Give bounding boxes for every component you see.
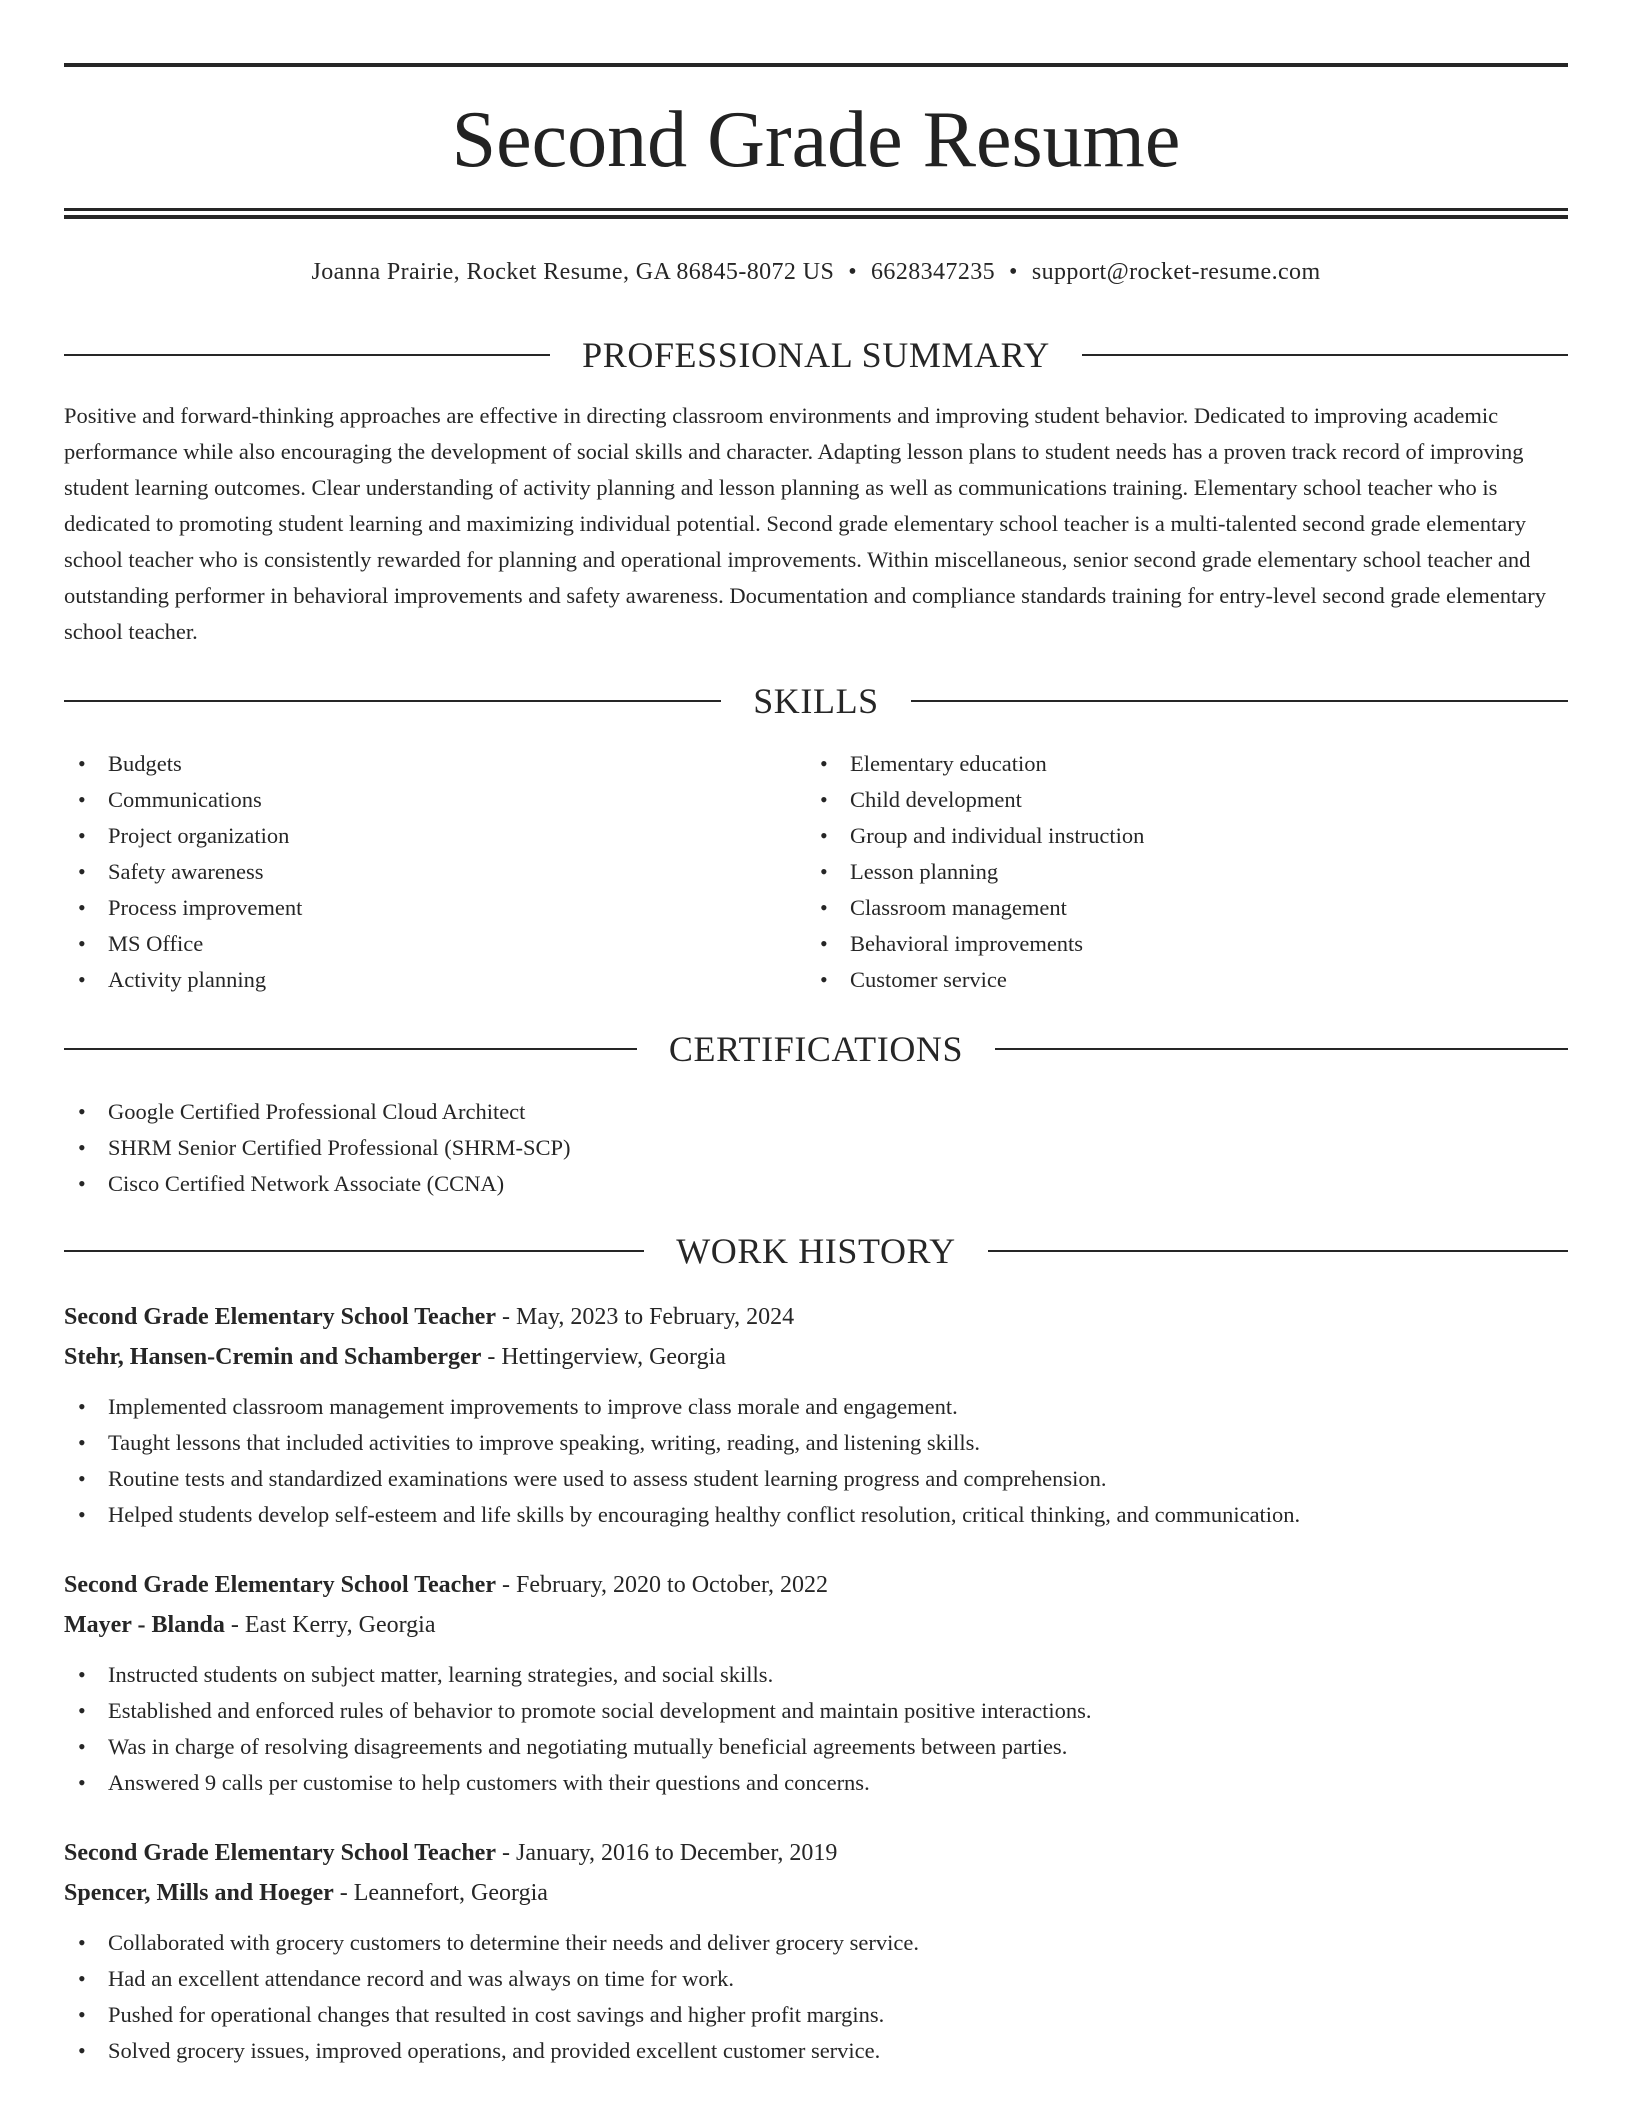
skill-item: • Budgets [64,746,302,782]
work-history-section-heading [64,1229,1568,1273]
top-rule [64,63,1568,67]
certification-item: • Google Certified Professional Cloud Architect [64,1094,571,1130]
contact-line [64,256,1568,288]
job-company: Spencer, Mills and Hoeger [64,1880,334,1906]
work-history-heading-label: WORK HISTORY [676,1231,956,1271]
skill-item: • Safety awareness [64,854,302,890]
job-entry [64,1833,1568,2069]
certifications-list [64,1094,571,1202]
job-entry [64,1565,1568,1801]
job-bullets [64,1657,1568,1801]
summary-text: Positive and forward-thinking approaches are effective in directing classroom environments and improving student behavior. Dedicated to improving academic performance while also encouraging the development of social skills and character. Adapting lesson plans to student needs has a proven track record of improving student learning outcomes. Clear understanding of activity planning and lesson planning as well as communications training. Elementary school teacher who is dedicated to promoting student learning and maximizing individual potential. Second grade elementary school teacher is a multi-talented second grade elementary school teacher who is consistently rewarded for planning and operational improvements. Within miscellaneous, senior second grade elementary school teacher and outstanding performer in behavioral improvements and safety awareness. Documentation and compliance standards training for entry-level second grade elementary school teacher. [64,403,1546,644]
heading-rule-left [64,700,721,702]
job-bullet: • Helped students develop self-esteem and life skills by encouraging healthy conflict resolution, critical thinking, and communication. [64,1497,1568,1533]
job-bullets [64,1925,1568,2069]
job-bullet: • Routine tests and standardized examinations were used to assess student learning progress and comprehension. [64,1461,1568,1497]
job-title-line [64,1297,1568,1337]
job-bullet: • Established and enforced rules of behavior to promote social development and maintain positive interactions. [64,1693,1568,1729]
contact-email: support@rocket-resume.com [1031,259,1321,285]
contact-separator: • [1009,259,1018,285]
skill-item: • Lesson planning [806,854,1144,890]
job-dates: - February, 2020 to October, 2022 [501,1572,829,1598]
job-bullet: • Collaborated with grocery customers to determine their needs and deliver grocery service. [64,1925,1568,1961]
certifications-section-heading [64,1027,1568,1071]
skill-item: • Communications [64,782,302,818]
job-company-line [64,1337,1568,1377]
skill-item: • Classroom management [806,890,1144,926]
heading-rule-left [64,354,550,356]
job-title: Second Grade Elementary School Teacher [64,1572,496,1598]
job-bullet: • Answered 9 calls per customise to help customers with their questions and concerns. [64,1765,1568,1801]
heading-rule-left [64,1250,644,1252]
job-company-line [64,1873,1568,1913]
heading-rule-right [911,700,1568,702]
job-bullet: • Taught lessons that included activities to improve speaking, writing, reading, and listening skills. [64,1425,1568,1461]
job-bullet: • Was in charge of resolving disagreements and negotiating mutually beneficial agreements between parties. [64,1729,1568,1765]
job-title-line [64,1833,1568,1873]
job-company: Stehr, Hansen-Cremin and Schamberger [64,1344,482,1370]
job-dates: - May, 2023 to February, 2024 [501,1304,795,1330]
skill-item: • Group and individual instruction [806,818,1144,854]
skill-item: • Customer service [806,962,1144,998]
skill-item: • Activity planning [64,962,302,998]
job-bullet: • Pushed for operational changes that resulted in cost savings and higher profit margins. [64,1997,1568,2033]
contact-separator: • [848,259,858,285]
skill-item: • MS Office [64,926,302,962]
summary-heading-label: PROFESSIONAL SUMMARY [582,335,1050,375]
heading-rule-right [995,1048,1568,1050]
skill-item: • Process improvement [64,890,302,926]
job-bullets [64,1389,1568,1533]
skills-list-left [64,746,302,998]
summary-section-heading [64,333,1568,377]
skill-item: • Behavioral improvements [806,926,1144,962]
title-double-rule [64,208,1568,219]
job-location: - Leannefort, Georgia [339,1880,548,1906]
job-company-line [64,1605,1568,1645]
certifications-heading-label: CERTIFICATIONS [668,1029,964,1069]
resume-title: Second Grade Resume [451,96,1181,184]
skills-list-right [806,746,1144,998]
job-bullet: • Solved grocery issues, improved operations, and provided excellent customer service. [64,2033,1568,2069]
skills-section-heading [64,679,1568,723]
job-company: Mayer - Blanda [64,1612,225,1638]
job-bullet: • Had an excellent attendance record and was always on time for work. [64,1961,1568,1997]
skills-heading-label: SKILLS [753,681,879,721]
job-bullet: • Instructed students on subject matter, learning strategies, and social skills. [64,1657,1568,1693]
job-entry [64,1297,1568,1533]
skill-item: • Child development [806,782,1144,818]
heading-rule-right [988,1250,1568,1252]
certification-item: • SHRM Senior Certified Professional (SHRM-SCP) [64,1130,571,1166]
job-bullet: • Implemented classroom management improvements to improve class morale and engagement. [64,1389,1568,1425]
skill-item: • Elementary education [806,746,1144,782]
job-title-line [64,1565,1568,1605]
skill-item: • Project organization [64,818,302,854]
job-location: - East Kerry, Georgia [230,1612,436,1638]
contact-phone: 6628347235 [871,259,996,285]
job-dates: - January, 2016 to December, 2019 [501,1840,838,1866]
certification-item: • Cisco Certified Network Associate (CCNA) [64,1166,571,1202]
job-title: Second Grade Elementary School Teacher [64,1840,496,1866]
heading-rule-right [1082,354,1568,356]
job-title: Second Grade Elementary School Teacher [64,1304,496,1330]
contact-address: Joanna Prairie, Rocket Resume, GA 86845-8072 US [311,259,835,285]
job-location: - Hettingerview, Georgia [487,1344,726,1370]
heading-rule-left [64,1048,637,1050]
